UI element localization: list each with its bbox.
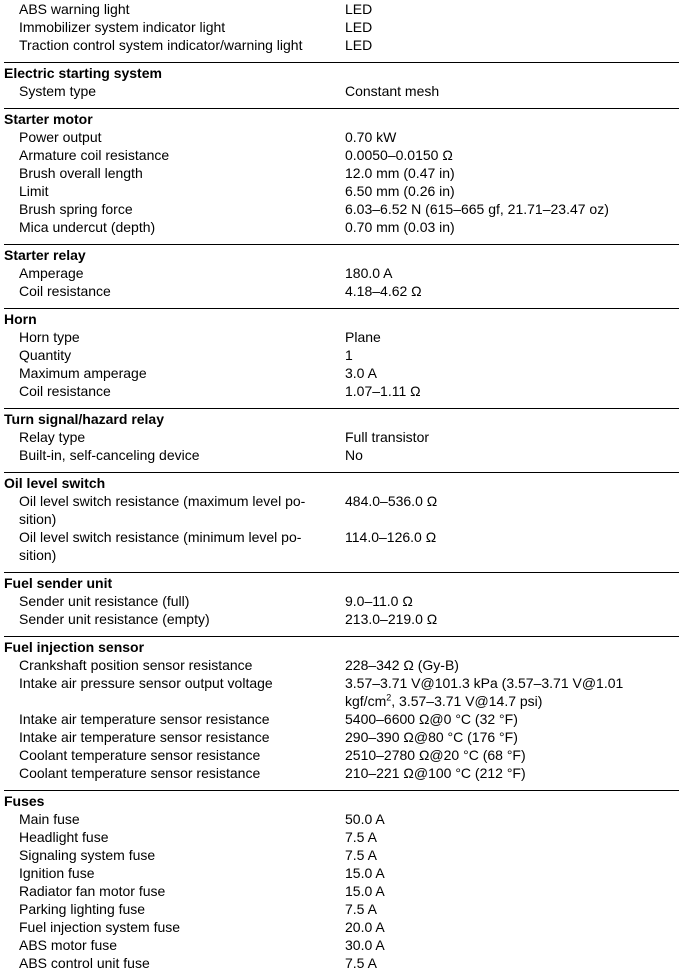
spec-row [4, 382, 679, 400]
spec-value [345, 146, 679, 164]
spec-row [4, 182, 679, 200]
spec-label [4, 810, 345, 828]
spec-value-text: 228–342 Ω (Gy-B) [345, 657, 459, 673]
spec-label-text: Immobilizer system indicator light [19, 19, 226, 35]
spec-label [4, 36, 345, 54]
spec-label [4, 710, 345, 728]
spec-label [4, 0, 345, 18]
spec-value [345, 764, 679, 782]
spec-value-text: 50.0 A [345, 811, 385, 827]
spec-row [4, 864, 679, 882]
spec-value-text: Constant mesh [345, 83, 440, 99]
spec-value [345, 382, 679, 400]
section-title: Starter motor [4, 111, 93, 127]
spec-value [345, 954, 679, 972]
spec-label [4, 656, 345, 674]
spec-value [345, 882, 679, 900]
superscript: 2 [386, 692, 392, 703]
spec-row [4, 446, 679, 464]
spec-value [345, 900, 679, 918]
spec-label-text: Sender unit resistance (full) [19, 593, 190, 609]
spec-value [345, 0, 679, 18]
spec-row [4, 828, 679, 846]
section-fuel-injection-sensor [4, 636, 679, 782]
spec-label [4, 918, 345, 936]
spec-value-text: Full transistor [345, 429, 430, 445]
spec-label-text: Coolant temperature sensor resistance [19, 765, 261, 781]
spec-label-text: Coil resistance [19, 283, 111, 299]
spec-label-text: ABS warning light [19, 1, 130, 17]
spec-row [4, 528, 679, 564]
spec-label [4, 382, 345, 400]
spec-value-text: 6.50 mm (0.26 in) [345, 183, 455, 199]
spec-value-text: 15.0 A [345, 883, 385, 899]
spec-row [4, 936, 679, 954]
spec-value [345, 936, 679, 954]
spec-label-text: Sender unit resistance (empty) [19, 611, 210, 627]
spec-value [345, 364, 679, 382]
spec-label [4, 900, 345, 918]
spec-value [345, 610, 679, 628]
spec-label [4, 746, 345, 764]
section-title: Electric starting system [4, 65, 162, 81]
spec-value [345, 282, 679, 300]
spec-value-text: 3.0 A [345, 365, 377, 381]
spec-label [4, 200, 345, 218]
spec-row [4, 900, 679, 918]
spec-label-text: Radiator fan motor fuse [19, 883, 166, 899]
spec-row [4, 282, 679, 300]
top-rows [4, 0, 679, 54]
spec-value-text: 0.70 kW [345, 129, 397, 145]
spec-row [4, 428, 679, 446]
spec-row [4, 146, 679, 164]
spec-value-text: 3.57–3.71 V@101.3 kPa (3.57–3.71 V@1.01 [345, 675, 624, 691]
section-title: Horn [4, 311, 37, 327]
spec-value [345, 182, 679, 200]
section-title: Fuel sender unit [4, 575, 113, 591]
spec-label [4, 846, 345, 864]
spec-value [345, 918, 679, 936]
spec-label-text-cont: sition) [19, 511, 57, 527]
spec-label [4, 882, 345, 900]
spec-value [345, 864, 679, 882]
spec-value-text: 1.07–1.11 Ω [345, 383, 421, 399]
spec-label-text: Signaling system fuse [19, 847, 156, 863]
spec-value-text: 7.5 A [345, 847, 377, 863]
spec-label [4, 218, 345, 236]
spec-value [345, 846, 679, 864]
spec-label-text: Amperage [19, 265, 84, 281]
section-electric-starting-system [4, 62, 679, 100]
spec-value-text-cont: kgf/cm [345, 693, 387, 709]
spec-label [4, 764, 345, 782]
spec-value [345, 656, 679, 674]
spec-row [4, 674, 679, 710]
spec-value-text: 290–390 Ω@80 °C (176 °F) [345, 729, 518, 745]
spec-label-text: Armature coil resistance [19, 147, 170, 163]
spec-value-text: 7.5 A [345, 829, 377, 845]
spec-label [4, 346, 345, 364]
spec-label-text: ABS control unit fuse [19, 955, 150, 971]
spec-label [4, 264, 345, 282]
spec-value [345, 428, 679, 446]
spec-value-text: LED [345, 1, 373, 17]
spec-value [345, 446, 679, 464]
spec-label-text: Main fuse [19, 811, 80, 827]
spec-label [4, 828, 345, 846]
spec-value [345, 18, 679, 36]
spec-row [4, 200, 679, 218]
spec-value [345, 492, 679, 510]
spec-label-text: Power output [19, 129, 102, 145]
spec-value-text: 5400–6600 Ω@0 °C (32 °F) [345, 711, 518, 727]
spec-row [4, 610, 679, 628]
spec-row [4, 882, 679, 900]
section-oil-level-switch [4, 472, 679, 564]
spec-value-text: 9.0–11.0 Ω [345, 593, 413, 609]
spec-value-text: 7.5 A [345, 955, 377, 971]
spec-label [4, 610, 345, 628]
spec-label-text: Parking lighting fuse [19, 901, 146, 917]
spec-row [4, 746, 679, 764]
spec-value-text: 6.03–6.52 N (615–665 gf, 21.71–23.47 oz) [345, 201, 609, 217]
spec-value-text: Plane [345, 329, 381, 345]
spec-label-text: Crankshaft position sensor resistance [19, 657, 253, 673]
spec-value [345, 592, 679, 610]
spec-row [4, 264, 679, 282]
spec-label [4, 146, 345, 164]
spec-label-text: Brush overall length [19, 165, 143, 181]
spec-value-text: 484.0–536.0 Ω [345, 493, 438, 509]
section-title: Fuses [4, 793, 45, 809]
spec-value [345, 346, 679, 364]
spec-value [345, 36, 679, 54]
spec-label-text: Built-in, self-canceling device [19, 447, 200, 463]
spec-row [4, 164, 679, 182]
spec-value [345, 728, 679, 746]
spec-value-text: 2510–2780 Ω@20 °C (68 °F) [345, 747, 526, 763]
spec-label-text: Brush spring force [19, 201, 133, 217]
section-fuel-sender-unit [4, 572, 679, 628]
spec-row [4, 18, 679, 36]
section-fuses [4, 790, 679, 972]
spec-table [4, 0, 679, 972]
spec-label [4, 592, 345, 610]
spec-value-text: 180.0 A [345, 265, 393, 281]
spec-row [4, 36, 679, 54]
spec-value [345, 264, 679, 282]
spec-row [4, 728, 679, 746]
spec-value-text: 210–221 Ω@100 °C (212 °F) [345, 765, 526, 781]
spec-value-text: 30.0 A [345, 937, 385, 953]
spec-value [345, 746, 679, 764]
spec-value-text: 12.0 mm (0.47 in) [345, 165, 455, 181]
spec-value [345, 218, 679, 236]
spec-value [345, 128, 679, 146]
spec-label [4, 446, 345, 464]
spec-row [4, 364, 679, 382]
section-title: Oil level switch [4, 475, 106, 491]
spec-value-text: LED [345, 37, 373, 53]
spec-row [4, 218, 679, 236]
spec-label [4, 182, 345, 200]
spec-label [4, 18, 345, 36]
spec-label-text: Quantity [19, 347, 72, 363]
spec-label [4, 728, 345, 746]
spec-value-text: 15.0 A [345, 865, 385, 881]
spec-value-text-cont: , 3.57–3.71 V@14.7 psi) [391, 693, 543, 709]
spec-label [4, 328, 345, 346]
spec-row [4, 918, 679, 936]
spec-label-text: Traction control system indicator/warning light [19, 37, 303, 53]
section-horn [4, 308, 679, 400]
spec-label [4, 282, 345, 300]
spec-label-text: ABS motor fuse [19, 937, 118, 953]
spec-row [4, 592, 679, 610]
spec-value [345, 674, 679, 710]
spec-label [4, 954, 345, 972]
spec-row [4, 128, 679, 146]
spec-label [4, 528, 345, 564]
spec-label-text: Horn type [19, 329, 80, 345]
spec-value-text: 20.0 A [345, 919, 385, 935]
spec-row [4, 492, 679, 528]
spec-label-text: Relay type [19, 429, 86, 445]
spec-label [4, 164, 345, 182]
spec-row [4, 346, 679, 364]
spec-label-text: Oil level switch resistance (maximum level po- [19, 493, 306, 509]
spec-value-text: 1 [345, 347, 353, 363]
spec-row [4, 328, 679, 346]
spec-label [4, 674, 345, 692]
spec-row [4, 846, 679, 864]
spec-label [4, 492, 345, 528]
spec-label-text: System type [19, 83, 97, 99]
spec-value-text: 114.0–126.0 Ω [345, 529, 437, 545]
spec-row [4, 656, 679, 674]
spec-label-text: Coil resistance [19, 383, 111, 399]
spec-label-text: Headlight fuse [19, 829, 109, 845]
spec-row [4, 764, 679, 782]
spec-label-text-cont: sition) [19, 547, 57, 563]
spec-label-text: Ignition fuse [19, 865, 95, 881]
spec-row [4, 954, 679, 972]
spec-label-text: Mica undercut (depth) [19, 219, 156, 235]
spec-value [345, 164, 679, 182]
spec-label-text: Fuel injection system fuse [19, 919, 181, 935]
section-title: Fuel injection sensor [4, 639, 145, 655]
spec-row [4, 710, 679, 728]
spec-value-text: 213.0–219.0 Ω [345, 611, 438, 627]
spec-value-text: LED [345, 19, 373, 35]
spec-label-text: Intake air temperature sensor resistance [19, 711, 270, 727]
spec-label-text: Intake air pressure sensor output voltage [19, 675, 273, 691]
spec-value-text: 0.0050–0.0150 Ω [345, 147, 453, 163]
spec-label [4, 364, 345, 382]
spec-row [4, 810, 679, 828]
spec-value [345, 200, 679, 218]
section-starter-motor [4, 108, 679, 236]
spec-row [4, 0, 679, 18]
spec-label-text: Intake air temperature sensor resistance [19, 729, 270, 745]
spec-value-text: No [345, 447, 363, 463]
spec-value-text: 4.18–4.62 Ω [345, 283, 422, 299]
spec-label-text: Maximum amperage [19, 365, 147, 381]
spec-label-text: Oil level switch resistance (minimum level po- [19, 529, 302, 545]
spec-label-text: Coolant temperature sensor resistance [19, 747, 261, 763]
spec-label [4, 864, 345, 882]
spec-label [4, 428, 345, 446]
section-starter-relay [4, 244, 679, 300]
spec-value [345, 528, 679, 546]
spec-row [4, 82, 679, 100]
spec-label [4, 128, 345, 146]
spec-label-text: Limit [19, 183, 49, 199]
spec-value [345, 328, 679, 346]
spec-value [345, 710, 679, 728]
spec-label [4, 82, 345, 100]
section-turn-signal-hazard-relay [4, 408, 679, 464]
spec-value-text: 0.70 mm (0.03 in) [345, 219, 455, 235]
spec-label [4, 936, 345, 954]
section-title: Starter relay [4, 247, 86, 263]
spec-value [345, 828, 679, 846]
spec-value [345, 810, 679, 828]
section-title: Turn signal/hazard relay [4, 411, 165, 427]
spec-value [345, 82, 679, 100]
spec-value-text: 7.5 A [345, 901, 377, 917]
